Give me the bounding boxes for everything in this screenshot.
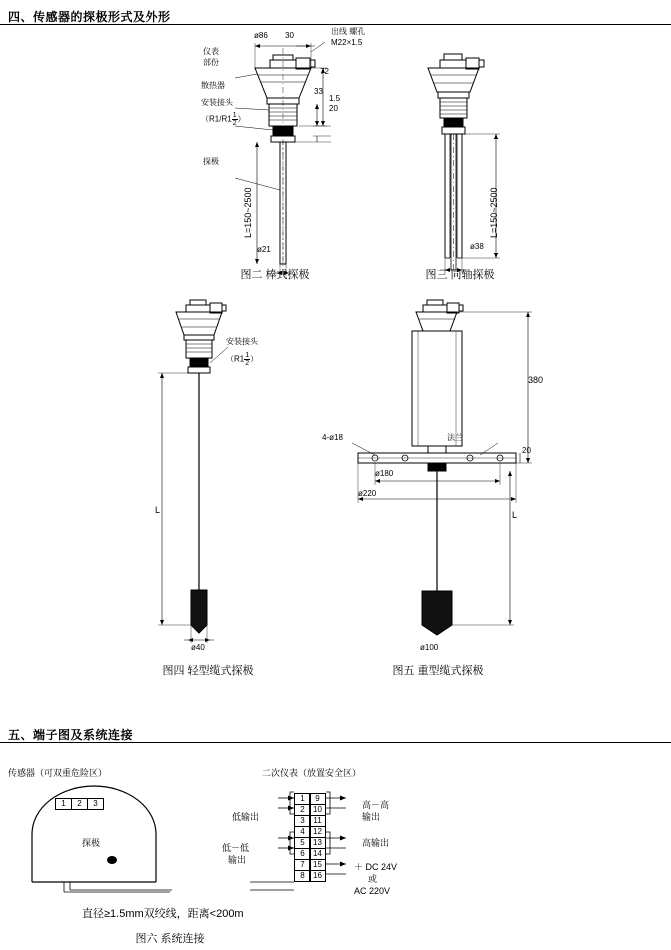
terminal-right-10: 10: [310, 805, 326, 816]
fig2-frac-den: 2: [232, 120, 237, 127]
fig2-d20-label: 20: [329, 104, 338, 113]
fig5-caption: 图五 重型缆式探极: [392, 665, 484, 677]
fig3-caption: 图三 同轴探极: [425, 269, 495, 281]
fig4-frac-num: 1: [245, 352, 250, 359]
terminal-right-12: 12: [310, 827, 326, 838]
fig2-length-label: L=150~2500: [243, 187, 253, 238]
terminal-left-1: 1: [295, 794, 311, 805]
fig5-h20-label: 20: [522, 446, 531, 455]
terminal-left-4: 4: [295, 827, 311, 838]
section-five-title: 五、端子图及系统连接: [8, 728, 134, 742]
terminal-left-5: 5: [295, 838, 311, 849]
figure-two-drawing: [195, 30, 355, 280]
fig4-caption: 图四 轻型缆式探极: [162, 665, 254, 677]
fig2-mount-spec-label: （R1/R1 $\frac{1}{2}$ ）: [201, 112, 246, 127]
terminal-left-2: 2: [295, 805, 311, 816]
terminal-right-14: 14: [310, 849, 326, 860]
fig6-meter-label: 二次仪表（放置安全区）: [262, 768, 362, 778]
fig2-frac-num: 1: [232, 112, 237, 119]
fig4-dia40-label: ø40: [191, 643, 205, 652]
fig2-radiator-label: 散热器: [201, 81, 225, 90]
fig5-h380-label: 380: [528, 375, 544, 385]
fig6-sensor-label: 传感器（可双重危险区）: [8, 768, 108, 778]
terminal-left-8: 8: [295, 871, 311, 882]
fig3-dia38-label: ø38: [470, 242, 484, 251]
fig4-mount-spec-label: （R1 $\frac{1}{2}$ ）: [226, 352, 259, 367]
terminal-right-9: 9: [310, 794, 326, 805]
terminal-left-7: 7: [295, 860, 311, 871]
fig6-probe-label: 探极: [82, 838, 101, 848]
fig6-dc24-label: ＋ DC 24V: [354, 862, 398, 872]
fig2-length-label-wrap: [243, 148, 255, 238]
fig5-dia180-label: ø180: [375, 469, 394, 478]
fig6-low-output-label: 低输出: [232, 812, 260, 822]
fig6-sensor-terminals: [55, 798, 104, 810]
fig6-low-low-output-label2: 输出: [228, 855, 247, 865]
fig2-instrument-part-label2: 部份: [203, 58, 219, 67]
terminal-right-13: 13: [310, 838, 326, 849]
fig5-length-label: L: [512, 510, 518, 520]
fig6-ac220-label: AC 220V: [354, 886, 391, 896]
fig4-mount-joint-label: 安装接头: [226, 337, 258, 346]
fig6-high-output-label: 高输出: [362, 838, 390, 848]
fig6-caption: 图六 系统连接: [135, 933, 205, 945]
fig2-thread-label: M22×1.5: [331, 38, 363, 47]
fig2-caption: 图二 棒式探极: [240, 269, 310, 281]
fig6-low-low-output-label1: 低－低: [222, 843, 250, 853]
fig6-wire-note: 直径≥1.5mm双绞线，距离<200m: [82, 908, 244, 920]
fig2-mount-joint-label: 安装接头: [201, 98, 233, 107]
fig2-d30-label: 30: [285, 31, 294, 40]
fig4-frac-den: 2: [245, 360, 250, 367]
terminal-left-3: 3: [295, 816, 311, 827]
section-five-divider: [0, 742, 671, 743]
fig2-d15-label: 1.5: [329, 94, 341, 103]
terminal-right-16: 16: [310, 871, 326, 882]
fig2-probe-label: 探极: [203, 157, 219, 166]
fig5-bolt-label: 4-ø18: [322, 433, 343, 442]
sensor-terminal-3: 3: [88, 799, 104, 810]
fig6-high-high-output-label1: 高－高: [362, 800, 390, 810]
fig3-length-label-wrap: [489, 148, 501, 238]
terminal-right-15: 15: [310, 860, 326, 871]
fig2-dia86-label: ø86: [254, 31, 268, 40]
fig6-high-high-output-label2: 输出: [362, 812, 381, 822]
terminal-right-11: 11: [310, 816, 326, 827]
fig5-dia100-label: ø100: [420, 643, 439, 652]
figure-five-drawing: [330, 295, 550, 655]
fig6-or-label: 或: [368, 874, 378, 884]
sensor-terminal-1: 1: [56, 799, 72, 810]
sensor-terminal-2: 2: [72, 799, 88, 810]
fig2-outlet-label: 出线 螺孔: [331, 27, 366, 36]
terminal-left-6: 6: [295, 849, 311, 860]
fig6-wiring-drawing: [250, 786, 420, 896]
section-four-divider: [0, 24, 671, 25]
fig2-d72-label: 72: [320, 67, 329, 76]
fig3-length-label: L=150~2500: [489, 187, 499, 238]
fig2-d33-label: 33: [314, 87, 323, 96]
section-four-title: 四、传感器的探极形式及外形: [8, 10, 171, 24]
fig4-length-label: L: [155, 505, 161, 515]
fig2-dia21-label: ø21: [257, 245, 271, 254]
fig5-flange-label: 法兰: [447, 433, 463, 442]
fig2-instrument-part-label: 仪表: [203, 47, 219, 56]
figure-four-drawing: [140, 295, 270, 655]
fig5-dia220-label: ø220: [358, 489, 377, 498]
